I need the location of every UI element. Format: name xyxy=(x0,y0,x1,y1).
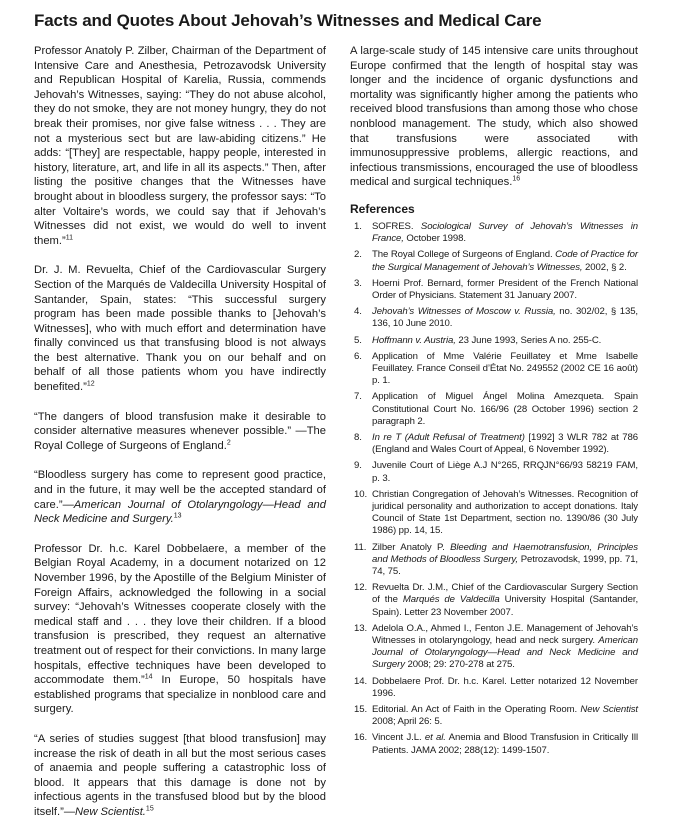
reference-text: Application of Mme Valérie Feuillatey et Mme Isabelle Feuillatey. France Conseil d’État No. 249552 (2002 CE 16 août) p. 1. xyxy=(372,350,638,387)
reference-number: 10. xyxy=(354,488,368,500)
reference-item xyxy=(350,542,638,579)
reference-text: Vincent J.L. xyxy=(372,732,425,744)
reference-item xyxy=(350,278,638,302)
reference-item xyxy=(350,676,638,700)
paragraph-icu-study: A large-scale study of 145 intensive care units throughout Europe confirmed that the length of hospital stay was longer and the incidence of organic dysfunctions and mortality was significantly higher among the patients who received blood transfusions than among those who chose nonblood management. The study, which also showed that transfusions were associated with immunosuppressive problems, allergic reactions, and infectious transmissions, encouraged the use of bloodless medical and surgical techniques.$^{16}$ xyxy=(350,45,638,189)
reference-number: 2. xyxy=(354,249,362,261)
reference-text: SOFRES. xyxy=(372,220,421,232)
reference-item xyxy=(350,391,638,428)
reference-number: 9. xyxy=(354,460,362,472)
reference-italic-text: Bleeding and Haemotransfusion, Principles and Methods of Bloodless Surgery, xyxy=(372,541,638,565)
reference-item xyxy=(350,249,638,273)
reference-number: 5. xyxy=(354,334,362,346)
reference-text-tail: Petrozavodsk, 1999, pp. 71, 74, 75. xyxy=(372,553,638,578)
reference-item xyxy=(350,335,638,347)
reference-item xyxy=(350,432,638,456)
reference-item xyxy=(350,704,638,728)
reference-text-tail: University Hospital (Santander, Spain). Letter 23 November 2007. xyxy=(372,594,639,618)
reference-number: 3. xyxy=(354,277,362,289)
reference-italic-text: Marqués de Valdecilla xyxy=(402,594,500,606)
reference-text: Hoerni Prof. Bernard, former President of the French National Order of Physicians. Statement 31 January 2007. xyxy=(372,277,638,301)
reference-text: Adelola O.A., Ahmed I., Fenton J.E. Management of Jehovah’s Witnesses in otolaryngology, head and neck surgery. xyxy=(372,622,638,647)
reference-text: The Royal College of Surgeons of England. xyxy=(372,249,556,261)
reference-text-tail: no. 302/02, § 135, 136, 10 June 2010. xyxy=(372,306,638,330)
reference-number: 7. xyxy=(354,391,362,403)
reference-number: 6. xyxy=(354,350,362,362)
reference-number: 16. xyxy=(354,732,368,744)
reference-text: Christian Congregation of Jehovah’s Witnesses. Recognition of juridical personality and authorization to accept donations. Italy Council of State 1st Department, section no. 1390/86 (30 July 1986) pp. 14, 15. xyxy=(372,488,638,537)
reference-text-tail: 2002, § 2. xyxy=(582,261,627,273)
reference-number: 8. xyxy=(354,431,362,443)
reference-italic-text: Code of Practice for the Surgical Management of Jehovah’s Witnesses, xyxy=(372,249,638,273)
references-list xyxy=(350,221,638,757)
reference-number: 15. xyxy=(354,704,368,716)
reference-italic-text: New Scientist xyxy=(580,704,638,716)
page-title: Facts and Quotes About Jehovah’s Witnesses and Medical Care xyxy=(34,11,542,30)
reference-item xyxy=(350,489,638,538)
two-column-body xyxy=(34,44,674,835)
right-column xyxy=(350,44,638,835)
paragraph-new-scientist-quote: “A series of studies suggest [that blood transfusion] may increase the risk of death in all but the most serious cases of anaemia and people suffering a catastrophic loss of blood. It appears that this damage is done not by infectious agents in the transfused blood but by the blood itself.”—New Scientist.$^{15}$ xyxy=(34,732,326,818)
paragraph-zilber: Professor Anatoly P. Zilber, Chairman of the Department of Intensive Care and Anesthesia, Petrozavodsk University and Republican Hospital of Karelia, Russia, commends Jehovah’s Witnesses, saying: “They do not abuse alcohol, they do not smoke, they are not money hungry, they do not break their promises, nor give false witness . . . They are not a mysterious sect but are law-abiding citizens.” He adds: “[They] are respectable, happy people, interested in history, literature, art, and life in all its aspects.” Then, after listing the positive changes that the Witnesses have brought about in bloodless surgery, the professor says: “To alter Voltaire’s words, we could say that if Jehovah’s Witnesses did not exist, we would do well to invent them.”$^{11}$ xyxy=(34,45,326,247)
reference-item xyxy=(350,351,638,388)
references-heading: References xyxy=(350,201,415,216)
reference-text: Revuelta Dr. J.M., Chief of the Cardiovascular Surgery Section of the xyxy=(372,582,638,606)
reference-text-tail: [1992] 3 WLR 782 at 786 (England and Wales Court of Appeal, 6 November 1992). xyxy=(372,431,638,456)
reference-italic-text: In re T (Adult Refusal of Treatment) xyxy=(372,431,525,443)
reference-text-tail: 23 June 1993, Series A no. 255-C. xyxy=(455,334,602,346)
reference-text: Juvenile Court of Liège A.J N°265, RRQJN°66/93 58219 FAM, p. 3. xyxy=(372,460,638,484)
reference-number: 1. xyxy=(354,220,362,232)
reference-item xyxy=(350,732,638,756)
reference-text-tail: 2008; 29: 270-278 at 275. xyxy=(404,659,515,671)
reference-italic-text: American Journal of Otolaryngology—Head and Neck Medicine and Surgery xyxy=(372,635,638,671)
reference-item xyxy=(350,460,638,484)
reference-text: Dobbelaere Prof. Dr. h.c. Karel. Letter notarized 12 November 1996. xyxy=(372,675,638,699)
reference-text: Editorial. An Act of Faith in the Operating Room. xyxy=(372,704,581,716)
reference-text-tail: October 1998. xyxy=(403,233,466,245)
reference-item xyxy=(350,221,638,245)
left-column xyxy=(34,44,326,835)
reference-number: 4. xyxy=(354,306,362,318)
reference-text: Application of Miguel Ángel Molina Amezqueta. Spain Constitutional Court No. 166/96 (28 October 1996) section 2 paragraph 2. xyxy=(372,391,638,427)
paragraph-royal-college-quote: “The dangers of blood transfusion make it desirable to consider alternative measures whenever possible.” —The Royal College of Surgeons of England.$^2$ xyxy=(34,410,326,452)
reference-item xyxy=(350,306,638,330)
reference-italic-text: et al. xyxy=(424,732,446,744)
reference-text: Zilber Anatoly P. xyxy=(372,541,451,553)
paragraph-dobbelaere: Professor Dr. h.c. Karel Dobbelaere, a member of the Belgian Royal Academy, in a document notarized on 12 November 1996, by the Apostille of the Belgium Minister of Foreign Affairs, acknowledged the following in a social survey: “Jehovah’s Witnesses cooperate closely with the medical staff and . . . they love their children. If a blood transfusion is prescribed, they request an alternative treatment out of respect for their convictions. In many large hospitals, effective techniques have been developed to accommodate them.”$^{14}$ In Europe, 50 hospitals have established programs that specialize in nonblood care and surgery. xyxy=(34,542,326,716)
reference-text-tail: Anemia and Blood Transfusion in Critically Ill Patients. JAMA 2002; 288(12): 1499-1507. xyxy=(372,732,638,756)
reference-italic-text: Sociological Survey of Jehovah’s Witnesses in France, xyxy=(372,220,638,245)
reference-number: 11. xyxy=(354,541,367,553)
reference-item xyxy=(350,582,638,619)
paragraph-bloodless-surgery-quote: “Bloodless surgery has come to represent good practice, and in the future, it may well be the accepted standard of care.”—American Journal of Otolaryngology—Head and Neck Medicine and Surgery.$^{13}$ xyxy=(34,469,326,526)
reference-number: 12. xyxy=(354,582,368,594)
reference-number: 14. xyxy=(354,675,368,687)
reference-item xyxy=(350,623,638,672)
paragraph-revuelta: Dr. J. M. Revuelta, Chief of the Cardiovascular Surgery Section of the Marqués de Valdecilla University Hospital of Santander, Spain, states: “This successful surgery program has been made possible thanks to [Jehovah’s Witnesses], who with much effort and determination have finally convinced us that transfusing blood is not always the best alternative. Thank you on our behalf and on behalf of all those patients whom you have indirectly benefited.”$^{12}$ xyxy=(34,264,326,394)
reference-number: 13. xyxy=(354,622,368,634)
reference-text-tail: 2008; April 26: 5. xyxy=(372,716,443,728)
reference-italic-text: Hoffmann v. Austria, xyxy=(372,334,456,346)
reference-italic-text: Jehovah’s Witnesses of Moscow v. Russia, xyxy=(372,306,556,318)
